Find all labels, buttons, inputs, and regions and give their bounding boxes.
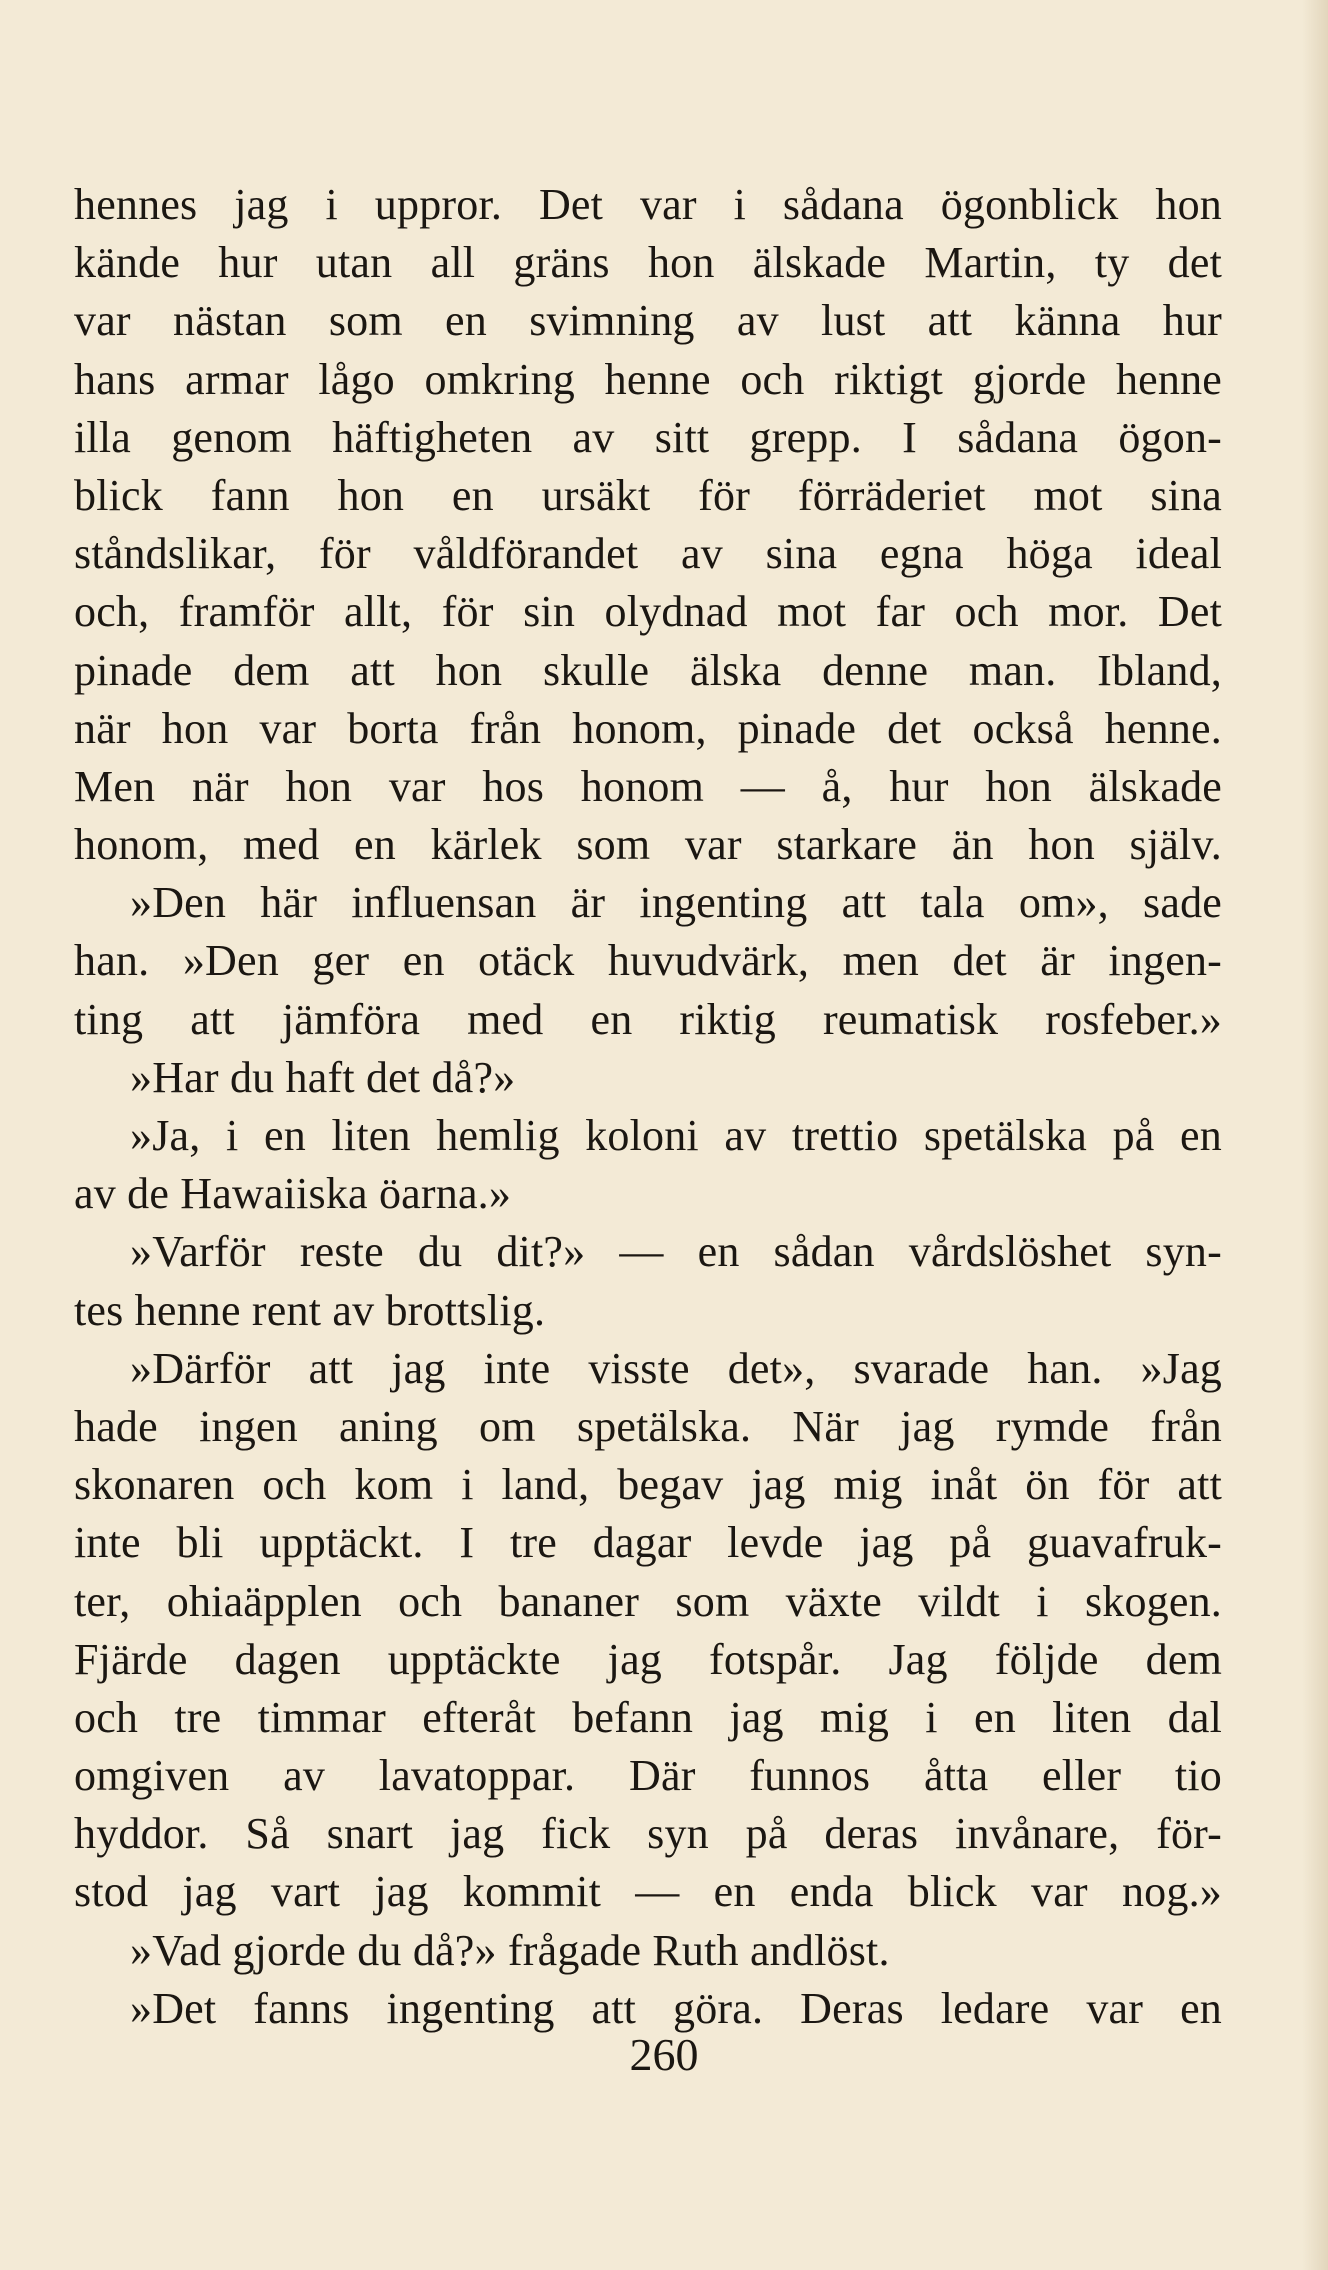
text-line: honom, med en kärlek som var starkare än hon själv. xyxy=(74,820,1222,870)
text-line: »Det fanns ingenting att göra. Deras ledare var en xyxy=(130,1983,1222,2033)
text-line: ståndslikar, för våldförandet av sina egna höga ideal xyxy=(74,529,1222,579)
text-line: »Varför reste du dit?» — en sådan vårdslöshet syn- xyxy=(130,1227,1222,1277)
text-line: illa genom häftigheten av sitt grepp. I sådana ögon- xyxy=(74,412,1222,462)
text-line: ter, ohiaäpplen och bananer som växte vildt i skogen. xyxy=(74,1576,1222,1626)
text-line: och tre timmar efteråt befann jag mig i en liten dal xyxy=(74,1692,1222,1742)
text-line: »Vad gjorde du då?» frågade Ruth andlöst. xyxy=(130,1925,890,1975)
text-line: kände hur utan all gräns hon älskade Martin, ty det xyxy=(74,238,1222,288)
text-line: hyddor. Så snart jag fick syn på deras invånare, för- xyxy=(74,1809,1222,1859)
text-line: när hon var borta från honom, pinade det också henne. xyxy=(74,703,1222,753)
text-line: han. »Den ger en otäck huvudvärk, men det är ingen- xyxy=(74,936,1222,986)
text-line: blick fann hon en ursäkt för förräderiet mot sina xyxy=(74,470,1222,520)
text-line: »Därför att jag inte visste det», svarade han. »Jag xyxy=(130,1343,1222,1393)
text-line: stod jag vart jag kommit — en enda blick var nog.» xyxy=(74,1867,1222,1917)
text-line: av de Hawaiiska öarna.» xyxy=(74,1169,512,1219)
text-line: omgiven av lavatoppar. Där funnos åtta eller tio xyxy=(74,1751,1222,1801)
text-line: »Har du haft det då?» xyxy=(130,1052,516,1102)
text-line: ting att jämföra med en riktig reumatisk rosfeber.» xyxy=(74,994,1222,1044)
text-line: och, framför allt, för sin olydnad mot far och mor. Det xyxy=(74,587,1222,637)
text-line: »Den här influensan är ingenting att tala om», sade xyxy=(130,878,1222,928)
text-line: hade ingen aning om spetälska. När jag rymde från xyxy=(74,1401,1222,1451)
page-number: 260 xyxy=(629,2029,699,2080)
text-line: »Ja, i en liten hemlig koloni av trettio spetälska på en xyxy=(130,1111,1222,1160)
text-line: Men när hon var hos honom — å, hur hon älskade xyxy=(74,761,1222,811)
page-edge-shadow xyxy=(1302,0,1328,2270)
body-text xyxy=(74,176,1222,2038)
text-line: inte bli upptäckt. I tre dagar levde jag på guavafruk- xyxy=(74,1518,1222,1568)
text-line: hennes jag i uppror. Det var i sådana ögonblick hon xyxy=(74,180,1222,229)
text-line: tes henne rent av brottslig. xyxy=(74,1285,546,1335)
text-line: Fjärde dagen upptäckte jag fotspår. Jag följde dem xyxy=(74,1634,1222,1684)
text-line: skonaren och kom i land, begav jag mig inåt ön för att xyxy=(74,1460,1222,1510)
text-line: var nästan som en svimning av lust att känna hur xyxy=(74,296,1222,346)
text-line: pinade dem att hon skulle älska denne man. Ibland, xyxy=(74,645,1222,695)
text-line: hans armar lågo omkring henne och riktigt gjorde henne xyxy=(74,354,1222,404)
